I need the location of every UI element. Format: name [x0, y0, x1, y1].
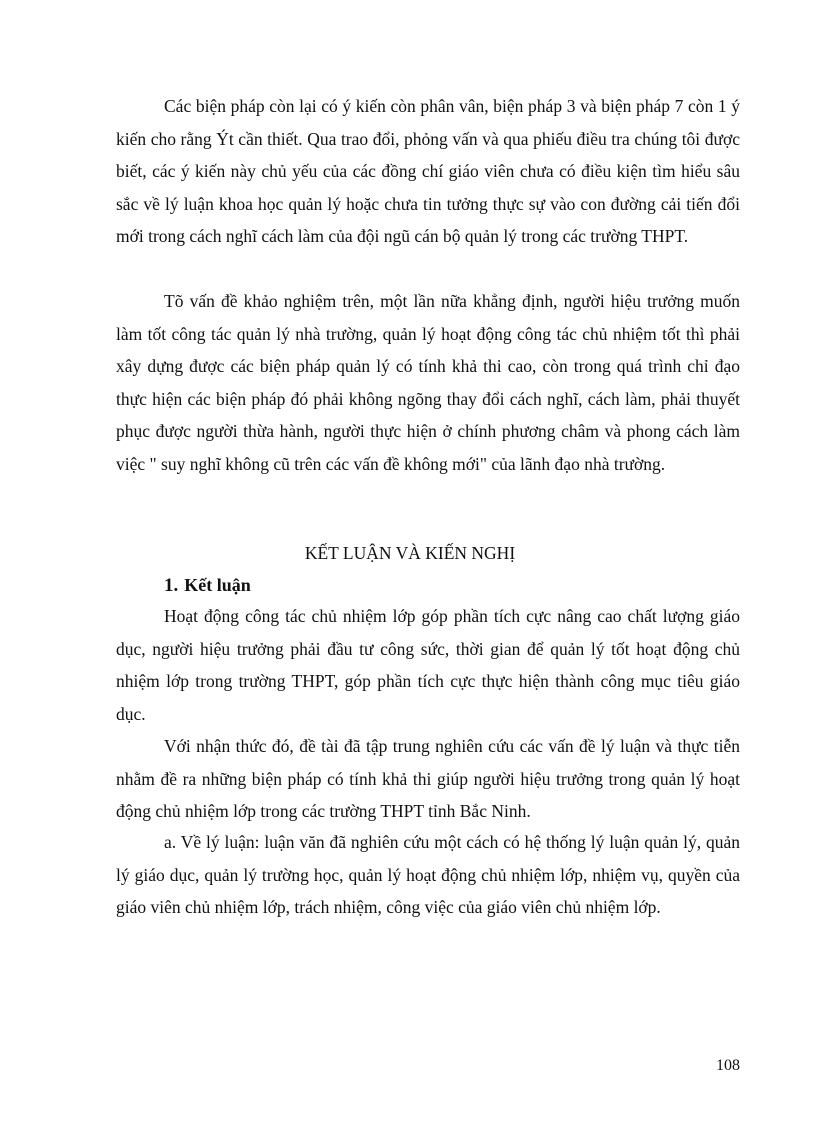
paragraph-conclusion-intro: Hoạt động công tác chủ nhiệm lớp góp phần tích cực nâng cao chất lượng giáo dục, người hiệu trưởng phải đầu tư công sức, thời gian để quản lý tốt hoạt động chủ nhiệm lớp trong trường THPT, góp phần tích cực thực hiện thành công mục tiêu giáo dục. — [116, 606, 740, 724]
page-number: 108 — [716, 1057, 740, 1074]
section-heading: KẾT LUẬN VÀ KIẾN NGHỊ — [304, 543, 516, 563]
subsection-heading — [164, 570, 251, 601]
paragraph-research-focus: Với nhận thức đó, đề tài đã tập trung nghiên cứu các vấn đề lý luận và thực tiễn nhằm đề ra những biện pháp có tính khả thi giúp người hiệu trưởng trong quản lý hoạt động chủ nhiệm lớp trong các trường THPT tỉnh Bắc Ninh. — [116, 736, 740, 821]
paragraph-theory-summary: a. Về lý luận: luận văn đã nghiên cứu một cách có hệ thống lý luận quản lý, quản lý giáo dục, quản lý trường học, quản lý hoạt động chủ nhiệm lớp, nhiệm vụ, quyền của giáo viên chủ nhiệm lớp, trách nhiệm, công việc của giáo viên chủ nhiệm lớp. — [116, 832, 740, 917]
paragraph-survey-opinions: Các biện pháp còn lại có ý kiến còn phân vân, biện pháp 3 và biện pháp 7 còn 1 ý kiến cho rằng Ýt cần thiết. Qua trao đổi, phỏng vấn và qua phiếu điều tra chúng tôi được biết, các ý kiến này chủ yếu của các đồng chí giáo viên chưa có điều kiện tìm hiểu sâu sắc về lý luận khoa học quản lý hoặc chưa tin tưởng thực sự vào con đường cải tiến đổi mới trong cách nghĩ cách làm của đội ngũ cán bộ quản lý trong các trường THPT. — [116, 96, 740, 246]
subsection-number: 1. — [164, 575, 179, 596]
subsection-title: Kết luận — [184, 575, 251, 595]
paragraph-survey-conclusion: Tõ vấn đề khảo nghiệm trên, một lần nữa khẳng định, người hiệu trưởng muốn làm tốt công tác quản lý nhà trường, quản lý hoạt động công tác chủ nhiệm tốt thì phải xây dựng được các biện pháp quản lý có tính khả thi cao, còn trong quá trình chỉ đạo thực hiện các biện pháp đó phải không ngõng thay đổi cách nghĩ, cách làm, phải thuyết phục được người thừa hành, người thực hiện ở chính phương châm và phong cách làm việc " suy nghĩ không cũ trên các vấn đề không mới" của lãnh đạo nhà trường. — [116, 291, 740, 474]
